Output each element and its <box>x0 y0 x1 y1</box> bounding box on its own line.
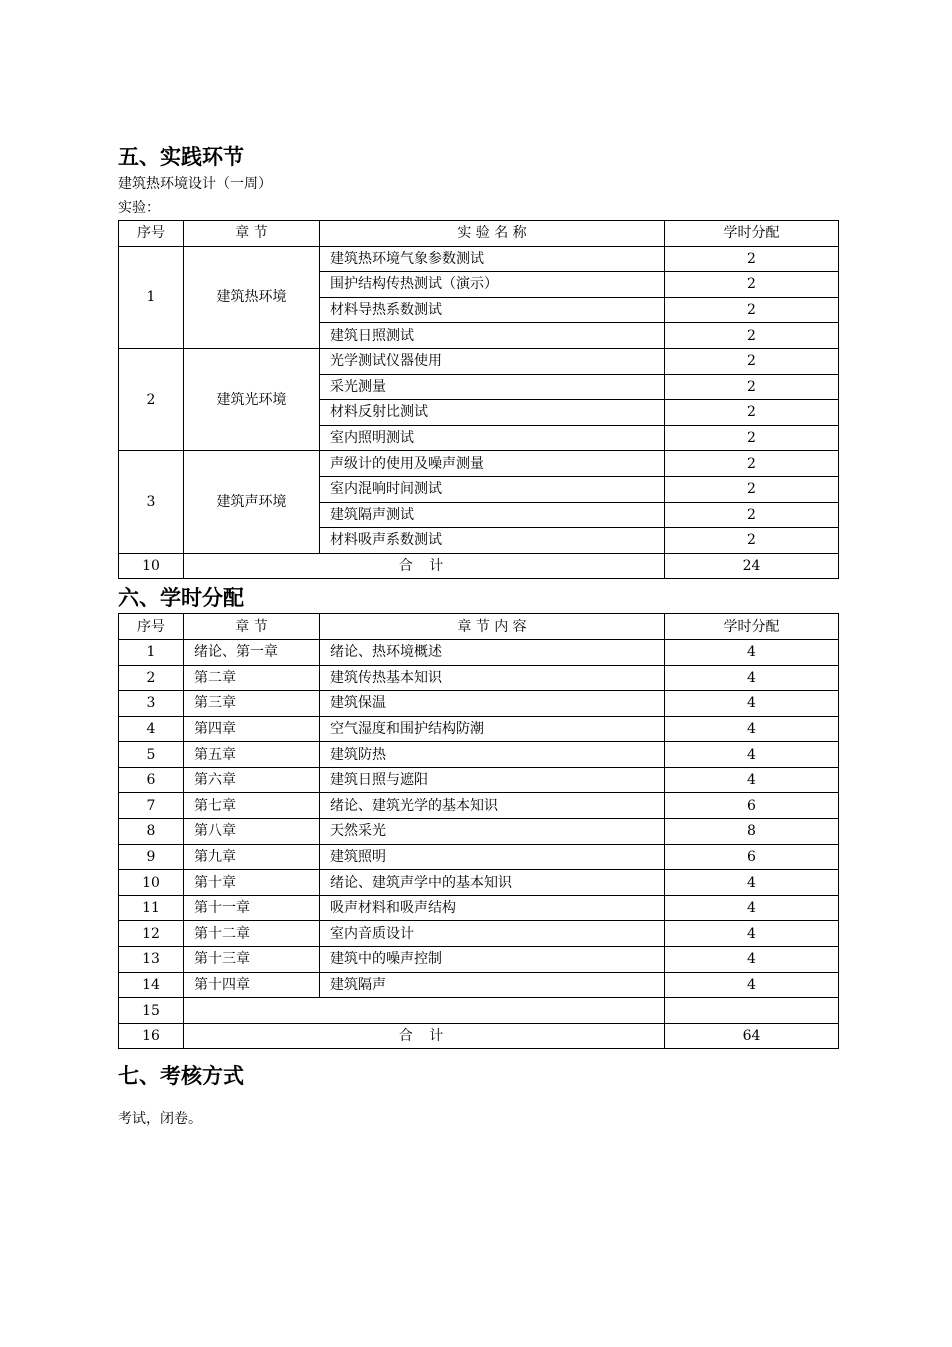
row-no: 9 <box>119 844 184 870</box>
total-no: 10 <box>119 553 184 579</box>
table-row <box>119 691 839 717</box>
row-chapter: 绪论、第一章 <box>184 639 320 665</box>
row-content: 天然采光 <box>320 819 665 845</box>
row-no: 6 <box>119 767 184 793</box>
section-title-practice: 五、实践环节 <box>118 144 244 169</box>
experiment-table-body <box>119 246 839 579</box>
row-hours: 6 <box>665 844 839 870</box>
total-hours: 64 <box>665 1023 839 1049</box>
header-chapter: 章 节 <box>184 614 320 640</box>
experiment-hours: 2 <box>665 502 839 528</box>
row-chapter: 第十一章 <box>184 895 320 921</box>
row-hours: 4 <box>665 691 839 717</box>
table-row <box>119 665 839 691</box>
row-chapter: 第八章 <box>184 819 320 845</box>
row-no: 5 <box>119 742 184 768</box>
blank-cell <box>665 998 839 1024</box>
group-chapter: 建筑光环境 <box>184 348 320 450</box>
experiment-hours: 2 <box>665 272 839 298</box>
total-row <box>119 553 839 579</box>
header-experiment-name: 实 验 名 称 <box>320 221 665 247</box>
section-title-hours: 六、学时分配 <box>118 585 244 611</box>
header-hours: 学时分配 <box>665 221 839 247</box>
experiment-hours: 2 <box>665 348 839 374</box>
row-no: 8 <box>119 819 184 845</box>
row-content: 吸声材料和吸声结构 <box>320 895 665 921</box>
table-row <box>119 844 839 870</box>
row-content: 绪论、热环境概述 <box>320 639 665 665</box>
table-row <box>119 972 839 998</box>
row-no: 3 <box>119 691 184 717</box>
row-chapter: 第六章 <box>184 767 320 793</box>
experiment-hours: 2 <box>665 323 839 349</box>
table-row <box>119 767 839 793</box>
experiment-name: 室内混响时间测试 <box>320 476 665 502</box>
hours-table-body <box>119 639 839 1049</box>
experiment-name: 材料导热系数测试 <box>320 297 665 323</box>
row-chapter: 第九章 <box>184 844 320 870</box>
row-content: 绪论、建筑光学的基本知识 <box>320 793 665 819</box>
total-label: 合 计 <box>184 553 665 579</box>
table-row <box>119 742 839 768</box>
row-content: 建筑照明 <box>320 844 665 870</box>
group-chapter: 建筑热环境 <box>184 246 320 348</box>
row-no: 4 <box>119 716 184 742</box>
table-row <box>119 639 839 665</box>
header-no: 序号 <box>119 614 184 640</box>
row-hours: 4 <box>665 972 839 998</box>
design-note: 建筑热环境设计（一周） <box>118 176 272 192</box>
total-row <box>119 1023 839 1049</box>
experiment-name: 室内照明测试 <box>320 425 665 451</box>
row-hours: 4 <box>665 742 839 768</box>
row-hours: 4 <box>665 947 839 973</box>
table-header-row <box>119 614 839 640</box>
section-title-assessment: 七、考核方式 <box>118 1063 244 1089</box>
row-no: 14 <box>119 972 184 998</box>
row-content: 建筑保温 <box>320 691 665 717</box>
row-hours: 6 <box>665 793 839 819</box>
row-chapter: 第四章 <box>184 716 320 742</box>
row-hours: 4 <box>665 716 839 742</box>
experiment-name: 材料反射比测试 <box>320 400 665 426</box>
assessment-text: 考试，闭卷。 <box>118 1111 202 1128</box>
row-no: 13 <box>119 947 184 973</box>
table-row <box>119 348 839 374</box>
row-content: 建筑传热基本知识 <box>320 665 665 691</box>
row-content: 绪论、建筑声学中的基本知识 <box>320 870 665 896</box>
experiment-hours: 2 <box>665 400 839 426</box>
group-no: 1 <box>119 246 184 348</box>
group-no: 3 <box>119 451 184 553</box>
row-hours: 4 <box>665 870 839 896</box>
row-hours: 8 <box>665 819 839 845</box>
experiment-hours: 2 <box>665 374 839 400</box>
row-no: 11 <box>119 895 184 921</box>
experiment-table <box>118 220 839 579</box>
total-no: 16 <box>119 1023 184 1049</box>
row-no: 10 <box>119 870 184 896</box>
row-no: 15 <box>119 998 184 1024</box>
row-no: 2 <box>119 665 184 691</box>
header-chapter: 章 节 <box>184 221 320 247</box>
group-chapter: 建筑声环境 <box>184 451 320 553</box>
row-content: 空气湿度和围护结构防潮 <box>320 716 665 742</box>
table-row <box>119 921 839 947</box>
experiment-name: 材料吸声系数测试 <box>320 528 665 554</box>
table-row <box>119 819 839 845</box>
row-no: 1 <box>119 639 184 665</box>
blank-row <box>119 998 839 1024</box>
row-chapter: 第五章 <box>184 742 320 768</box>
row-chapter: 第七章 <box>184 793 320 819</box>
experiment-hours: 2 <box>665 297 839 323</box>
table-header-row <box>119 221 839 247</box>
experiment-name: 建筑隔声测试 <box>320 502 665 528</box>
row-content: 室内音质设计 <box>320 921 665 947</box>
experiment-label: 实验： <box>118 200 160 216</box>
experiment-hours: 2 <box>665 476 839 502</box>
blank-cell <box>184 998 665 1024</box>
table-row <box>119 895 839 921</box>
table-row <box>119 451 839 477</box>
experiment-name: 建筑热环境气象参数测试 <box>320 246 665 272</box>
table-row <box>119 716 839 742</box>
row-chapter: 第十三章 <box>184 947 320 973</box>
group-no: 2 <box>119 348 184 450</box>
experiment-name: 声级计的使用及噪声测量 <box>320 451 665 477</box>
row-chapter: 第二章 <box>184 665 320 691</box>
row-content: 建筑中的噪声控制 <box>320 947 665 973</box>
row-hours: 4 <box>665 767 839 793</box>
row-chapter: 第三章 <box>184 691 320 717</box>
total-hours: 24 <box>665 553 839 579</box>
experiment-hours: 2 <box>665 451 839 477</box>
table-row <box>119 947 839 973</box>
header-chapter-content: 章 节 内 容 <box>320 614 665 640</box>
table-row <box>119 870 839 896</box>
row-content: 建筑隔声 <box>320 972 665 998</box>
row-hours: 4 <box>665 921 839 947</box>
row-chapter: 第十二章 <box>184 921 320 947</box>
row-chapter: 第十四章 <box>184 972 320 998</box>
experiment-name: 建筑日照测试 <box>320 323 665 349</box>
row-chapter: 第十章 <box>184 870 320 896</box>
experiment-name: 采光测量 <box>320 374 665 400</box>
row-content: 建筑防热 <box>320 742 665 768</box>
experiment-name: 围护结构传热测试（演示） <box>320 272 665 298</box>
row-content: 建筑日照与遮阳 <box>320 767 665 793</box>
hours-table <box>118 613 839 1049</box>
table-row <box>119 793 839 819</box>
experiment-hours: 2 <box>665 425 839 451</box>
row-hours: 4 <box>665 665 839 691</box>
row-hours: 4 <box>665 895 839 921</box>
total-label: 合 计 <box>184 1023 665 1049</box>
row-hours: 4 <box>665 639 839 665</box>
document-page <box>118 140 838 1131</box>
row-no: 12 <box>119 921 184 947</box>
header-hours: 学时分配 <box>665 614 839 640</box>
experiment-hours: 2 <box>665 246 839 272</box>
experiment-name: 光学测试仪器使用 <box>320 348 665 374</box>
experiment-hours: 2 <box>665 528 839 554</box>
header-no: 序号 <box>119 221 184 247</box>
table-row <box>119 246 839 272</box>
row-no: 7 <box>119 793 184 819</box>
